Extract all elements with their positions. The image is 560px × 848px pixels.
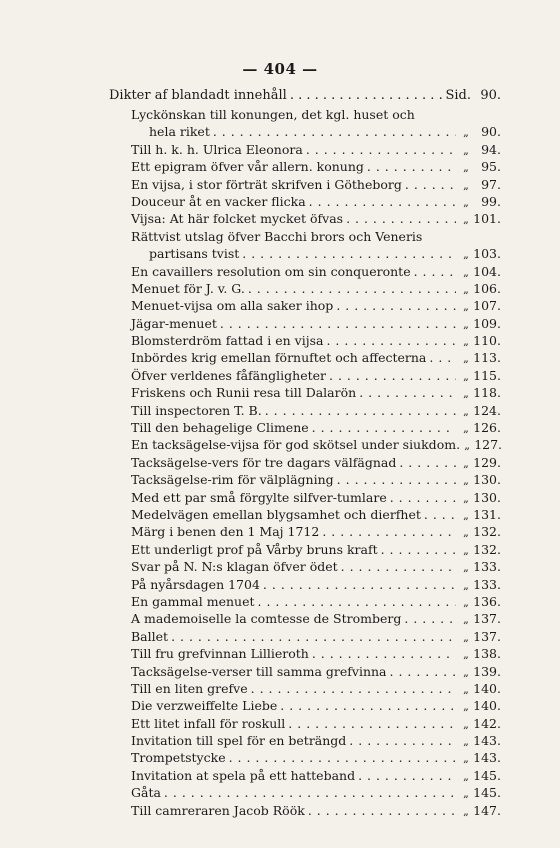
toc-entry <box>131 263 501 280</box>
dot-leader <box>171 628 456 645</box>
toc-entry <box>131 471 501 488</box>
entry-title: En gammal menuet <box>131 593 255 609</box>
toc-entry <box>131 593 501 610</box>
dot-leader <box>404 610 456 627</box>
dot-leader <box>308 802 456 819</box>
entry-title: Menuet för J. v. G. <box>131 280 245 296</box>
dot-leader <box>346 210 456 227</box>
dot-leader <box>390 663 457 680</box>
toc-entry <box>131 802 501 819</box>
toc-entry <box>131 663 501 680</box>
dot-leader <box>367 158 456 175</box>
dot-leader <box>429 349 456 366</box>
entry-title: Tacksägelse-vers för tre dagars välfägnad <box>131 454 397 470</box>
entry-title: Öfver verldenes fåfängligheter <box>131 367 327 383</box>
toc-entry <box>131 506 501 523</box>
dot-leader <box>258 593 456 610</box>
heading-page: 90. <box>480 88 501 103</box>
toc-entry <box>131 315 501 332</box>
dot-leader <box>312 645 456 662</box>
toc-entry <box>131 367 501 384</box>
dot-leader <box>265 402 456 419</box>
entry-page: 138. <box>473 646 501 662</box>
entry-title: Ett litet infall för roskull <box>131 715 286 731</box>
ditto-mark: „ <box>463 735 469 749</box>
toc-entry <box>131 732 501 749</box>
toc-entry <box>131 297 501 314</box>
entry-title: Tacksägelse-rim för välplägning <box>131 472 334 488</box>
dot-leader <box>359 384 456 401</box>
entry-page: 143. <box>473 733 501 749</box>
ditto-mark: „ <box>463 578 469 592</box>
toc-entry <box>131 680 501 697</box>
toc-entry <box>131 280 501 297</box>
entry-title: Douceur åt en vacker flicka <box>131 193 306 209</box>
entry-page: 136. <box>473 593 501 609</box>
dot-leader <box>349 732 456 749</box>
entry-page: 124. <box>473 402 501 418</box>
entry-title: Lyckönskan till konungen, det kgl. huset och <box>131 107 415 122</box>
entry-title: Ett underligt prof på Vårby bruns kraft <box>131 541 378 557</box>
ditto-mark: „ <box>463 561 469 575</box>
entry-page: 133. <box>473 576 501 592</box>
toc-entry <box>131 436 501 453</box>
entry-title: Rättvist utslag öfver Bacchi brors och Veneris <box>131 228 423 244</box>
entry-page: 110. <box>473 333 501 349</box>
ditto-mark: „ <box>463 769 469 783</box>
entry-page: 103. <box>473 246 501 262</box>
toc-entry <box>131 141 501 158</box>
entry-page: 104. <box>473 263 501 279</box>
ditto-mark: „ <box>463 491 469 505</box>
entry-title: Blomsterdröm fattad i en vijsa <box>131 333 324 349</box>
entry-page: 139. <box>473 663 501 679</box>
toc-entry <box>131 193 501 210</box>
table-of-contents <box>131 106 501 819</box>
entry-title: Märg i benen den 1 Maj 1712 <box>131 524 320 540</box>
ditto-mark: „ <box>463 404 469 418</box>
entry-page: 140. <box>473 698 501 714</box>
ditto-mark: „ <box>463 317 469 331</box>
dot-leader <box>405 176 456 193</box>
entry-title: Till en liten grefve <box>131 680 248 696</box>
toc-entry <box>131 784 501 801</box>
entry-page: 109. <box>473 315 501 331</box>
toc-entry <box>131 106 501 123</box>
entry-title: Die verzweiffelte Liebe <box>131 698 278 714</box>
dot-leader <box>263 576 456 593</box>
toc-entry <box>131 123 501 140</box>
entry-page: 106. <box>473 280 501 296</box>
entry-title: Menuet-vijsa om alla saker ihop <box>131 298 334 314</box>
toc-entry <box>131 228 501 245</box>
entry-page: 143. <box>473 750 501 766</box>
page-number: — 404 — <box>242 60 318 78</box>
dot-leader <box>424 506 456 523</box>
entry-page: 142. <box>473 715 501 731</box>
dot-leader <box>248 280 456 297</box>
dot-leader <box>306 141 456 158</box>
entry-page: 132. <box>473 524 501 540</box>
entry-page: 137. <box>473 611 501 627</box>
ditto-mark: „ <box>463 595 469 609</box>
toc-entry <box>131 749 501 766</box>
ditto-mark: „ <box>463 752 469 766</box>
toc-entry <box>131 489 501 506</box>
entry-title: Tacksägelse-verser till samma grefvinna <box>131 663 387 679</box>
entry-title: Trompetstycke <box>131 750 226 766</box>
entry-page: 97. <box>481 176 501 192</box>
dot-leader <box>322 523 456 540</box>
entry-title: Medelvägen emellan blygsamhet och dierfhet <box>131 506 421 522</box>
toc-entry <box>131 245 501 262</box>
entry-title: Invitation at spela på ett hatteband <box>131 767 356 783</box>
ditto-mark: „ <box>463 613 469 627</box>
toc-entry <box>131 610 501 627</box>
toc-entry <box>131 419 501 436</box>
entry-page: 132. <box>473 541 501 557</box>
ditto-mark: „ <box>463 508 469 522</box>
entry-title: Inbördes krig emellan förnuftet och affecterna <box>131 350 427 366</box>
ditto-mark: „ <box>463 300 469 314</box>
toc-entry <box>131 158 501 175</box>
ditto-mark: „ <box>463 700 469 714</box>
ditto-mark: „ <box>463 352 469 366</box>
entry-title: Ett epigram öfver vår allern. konung <box>131 159 364 175</box>
dot-leader <box>280 697 456 714</box>
entry-title: Invitation till spel för en beträngd <box>131 733 347 749</box>
dot-leader <box>220 315 456 332</box>
entry-title: Jägar-menuet <box>131 315 217 331</box>
ditto-mark: „ <box>463 248 469 262</box>
entry-title: Med ett par små förgylte silfver-tumlare <box>131 489 387 505</box>
entry-page: 90. <box>481 124 501 140</box>
toc-entry <box>131 523 501 540</box>
heading-title: Dikter af blandadt innehåll <box>109 88 287 103</box>
entry-title: Friskens och Runii resa till Dalarön <box>131 385 357 401</box>
entry-page: 140. <box>473 680 501 696</box>
toc-entry <box>131 332 501 349</box>
ditto-mark: „ <box>463 717 469 731</box>
entry-title: På nyårsdagen 1704 <box>131 576 260 592</box>
ditto-mark: „ <box>463 265 469 279</box>
dot-leader <box>358 767 456 784</box>
entry-page: 107. <box>473 298 501 314</box>
entry-title: Gåta <box>131 785 161 801</box>
ditto-mark: „ <box>463 335 469 349</box>
entry-page: 115. <box>473 367 501 383</box>
entry-page: 145. <box>473 767 501 783</box>
toc-entry <box>131 576 501 593</box>
entry-title: hela riket <box>149 124 210 140</box>
ditto-mark: „ <box>463 648 469 662</box>
entry-title: Till den behagelige Climene <box>131 420 309 436</box>
dot-leader <box>381 541 456 558</box>
entry-title: Svar på N. N:s klagan öfver ödet <box>131 559 338 575</box>
entry-page: 101. <box>473 211 501 227</box>
ditto-mark: „ <box>463 682 469 696</box>
entry-page: 130. <box>473 472 501 488</box>
entry-page: 137. <box>473 628 501 644</box>
ditto-mark: „ <box>463 422 469 436</box>
entry-title: Till h. k. h. Ulrica Eleonora <box>131 141 303 157</box>
toc-entry <box>131 697 501 714</box>
toc-entry <box>131 210 501 227</box>
entry-page: 99. <box>481 193 501 209</box>
ditto-mark: „ <box>463 126 469 140</box>
ditto-mark: „ <box>463 456 469 470</box>
dot-leader <box>399 454 456 471</box>
ditto-mark: „ <box>464 439 470 453</box>
entry-page: 127. <box>474 437 503 453</box>
dot-leader <box>329 367 456 384</box>
entry-title: En cavaillers resolution om sin conqueronte <box>131 263 411 279</box>
dot-leader <box>251 680 456 697</box>
entry-page: 131. <box>473 506 501 522</box>
toc-entry <box>131 454 501 471</box>
dot-leader <box>229 749 456 766</box>
entry-page: 126. <box>473 420 501 436</box>
toc-entry <box>131 176 501 193</box>
ditto-mark: „ <box>463 543 469 557</box>
toc-heading <box>109 88 501 103</box>
entry-page: 94. <box>481 141 501 157</box>
toc-entry <box>131 384 501 401</box>
toc-entry <box>131 628 501 645</box>
entry-page: 113. <box>473 350 501 366</box>
ditto-mark: „ <box>463 387 469 401</box>
dot-leader <box>290 88 443 103</box>
entry-title: En vijsa, i stor förträt skrifven i Götheborg <box>131 176 402 192</box>
ditto-mark: „ <box>463 282 469 296</box>
dot-leader <box>164 784 456 801</box>
entry-page: 118. <box>473 385 501 401</box>
ditto-mark: „ <box>463 804 469 818</box>
dot-leader <box>213 123 456 140</box>
ditto-mark: „ <box>463 195 469 209</box>
toc-entry <box>131 402 501 419</box>
entry-page: 145. <box>473 785 501 801</box>
dot-leader <box>337 471 456 488</box>
entry-title: En tacksägelse-vijsa för god skötsel under siukdom. <box>131 437 461 453</box>
toc-entry <box>131 541 501 558</box>
dot-leader <box>326 332 456 349</box>
entry-title: partisans tvist <box>149 246 240 262</box>
toc-entry <box>131 645 501 662</box>
ditto-mark: „ <box>463 665 469 679</box>
dot-leader <box>341 558 456 575</box>
dot-leader <box>390 489 456 506</box>
ditto-mark: „ <box>463 161 469 175</box>
entry-title: Ballet <box>131 628 169 644</box>
entry-page: 133. <box>473 559 501 575</box>
toc-entry <box>131 767 501 784</box>
dot-leader <box>312 419 456 436</box>
dot-leader <box>242 245 456 262</box>
ditto-mark: „ <box>463 178 469 192</box>
ditto-mark: „ <box>463 369 469 383</box>
entry-title: A mademoiselle la comtesse de Stromberg <box>131 611 402 627</box>
heading-sid-label: Sid. <box>445 88 471 103</box>
dot-leader <box>414 263 456 280</box>
entry-page: 147. <box>473 802 501 818</box>
toc-entry <box>131 349 501 366</box>
entry-title: Till fru grefvinnan Lillieroth <box>131 646 309 662</box>
toc-entry <box>131 558 501 575</box>
entry-page: 129. <box>473 454 501 470</box>
ditto-mark: „ <box>463 526 469 540</box>
entry-title: Till inspectoren T. B. <box>131 402 262 418</box>
entry-title: Till camreraren Jacob Röök <box>131 802 305 818</box>
toc-entry <box>131 715 501 732</box>
entry-page: 130. <box>473 489 501 505</box>
ditto-mark: „ <box>463 474 469 488</box>
dot-leader <box>309 193 456 210</box>
dot-leader <box>336 297 456 314</box>
ditto-mark: „ <box>463 143 469 157</box>
entry-title: Vijsa: At här folcket mycket öfvas <box>131 211 344 227</box>
dot-leader <box>288 715 456 732</box>
ditto-mark: „ <box>463 213 469 227</box>
ditto-mark: „ <box>463 787 469 801</box>
ditto-mark: „ <box>463 630 469 644</box>
entry-page: 95. <box>481 159 501 175</box>
